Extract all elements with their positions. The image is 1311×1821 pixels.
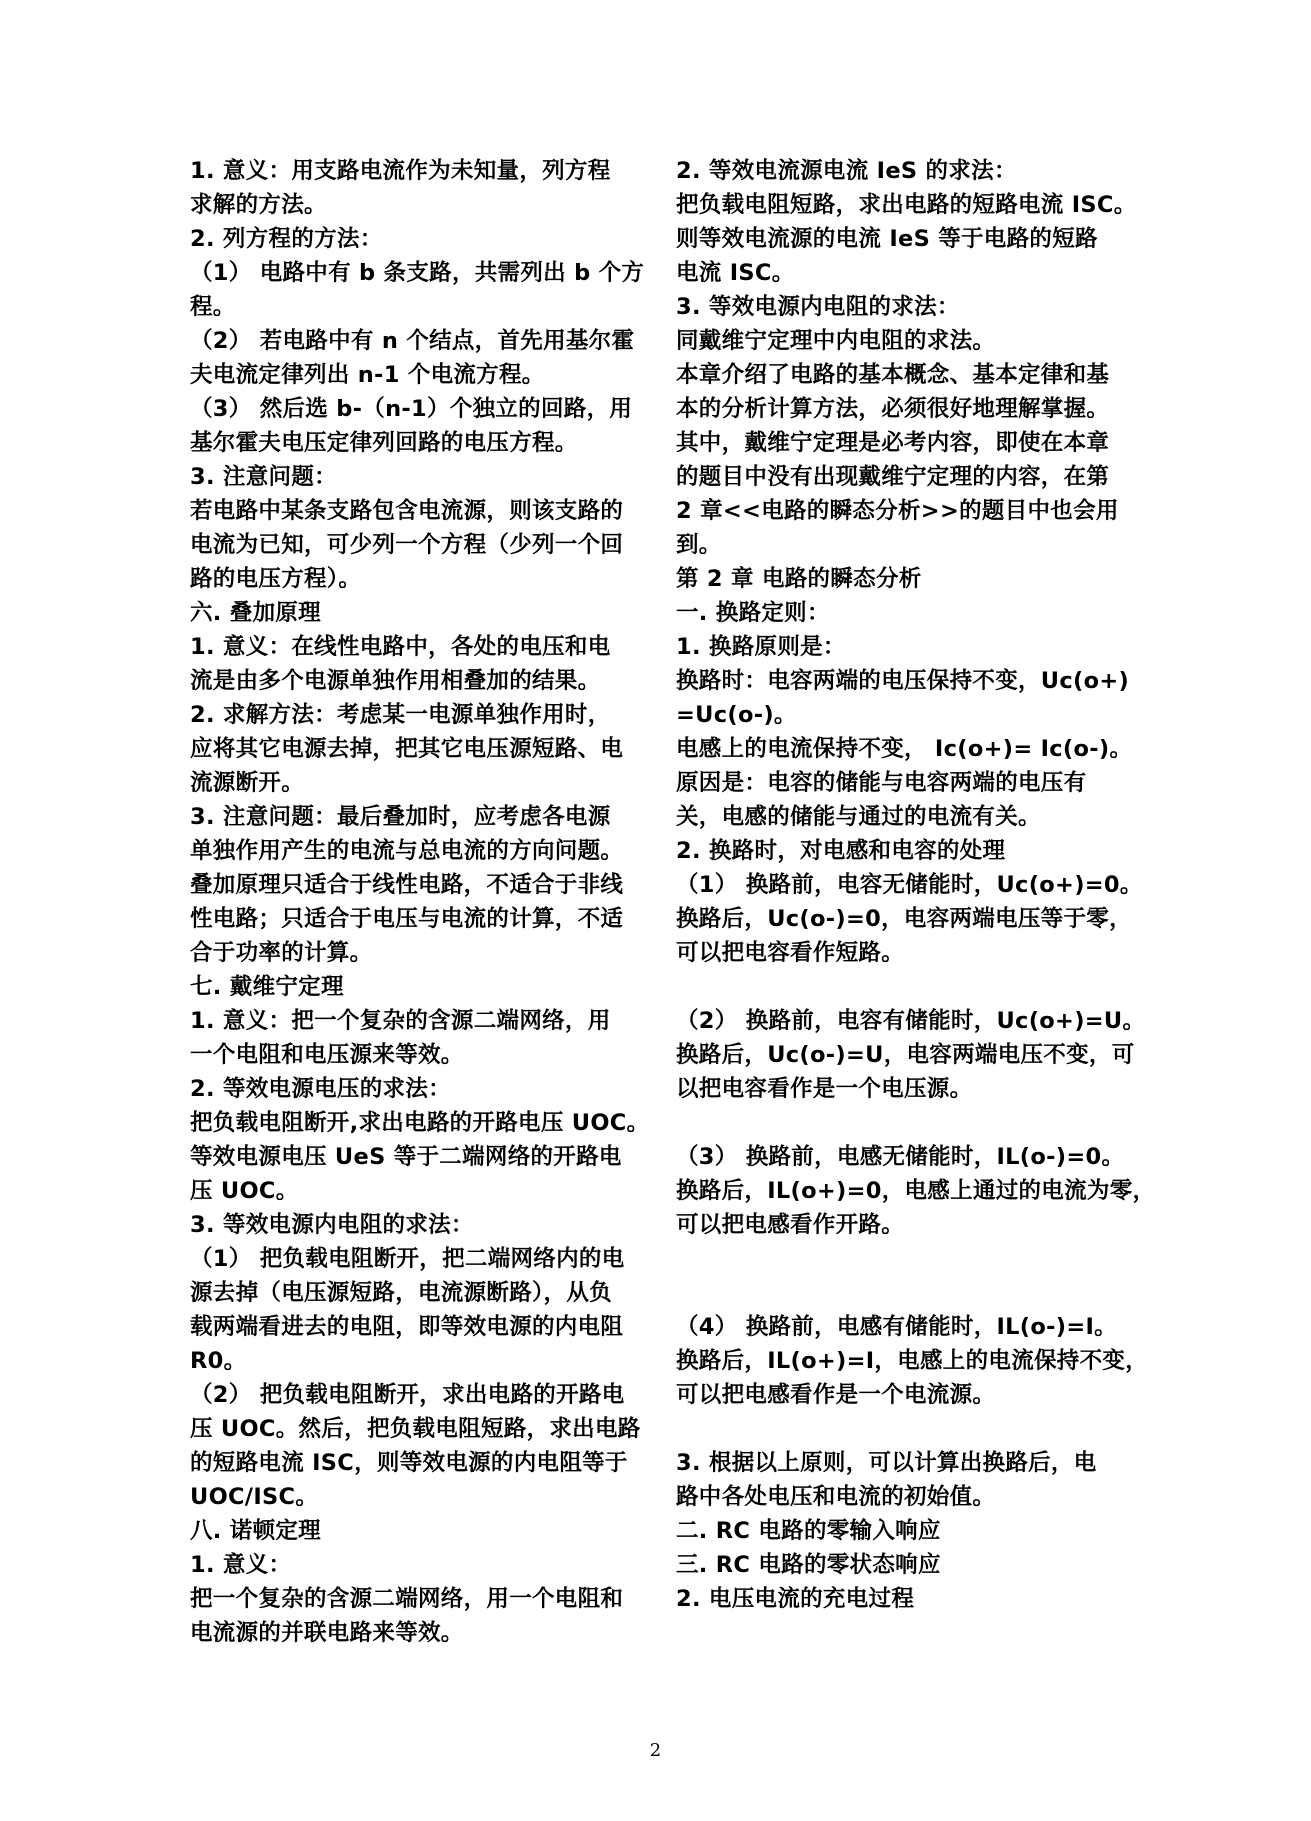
text-line: 压 UOC。然后，把负载电阻短路，求出电路 [190, 1416, 641, 1442]
right-block-1 [676, 154, 1143, 970]
text-line: （3） 换路前，电感无储能时，IL(o-)=0。 [676, 1144, 1125, 1170]
text-line: 载两端看进去的电阻，即等效电源的内电阻 [190, 1314, 624, 1340]
text-line: 一个电阻和电压源来等效。 [190, 1042, 464, 1068]
text-line: 夫电流定律列出 n-1 个电流方程。 [190, 362, 545, 388]
text-line: 3. 等效电源内电阻的求法： [190, 1212, 474, 1238]
text-line: 1. 换路原则是： [676, 634, 846, 660]
text-line: 可以把电感看作是一个电流源。 [676, 1382, 996, 1408]
text-line: 电流 ISC。 [676, 260, 795, 286]
text-line: （1） 换路前，电容无储能时，Uc(o+)=0。 [676, 872, 1143, 898]
text-line: 可以把电容看作短路。 [676, 940, 905, 966]
text-line: （2） 换路前，电容有储能时，Uc(o+)=U。 [676, 1008, 1146, 1034]
text-line: 把负载电阻断开,求出电路的开路电压 UOC。 [190, 1110, 650, 1136]
text-line: 电流为已知，可少列一个方程（少列一个回 [190, 532, 624, 558]
text-line: （2） 把负载电阻断开，求出电路的开路电 [190, 1382, 625, 1408]
text-line: UOC/ISC。 [190, 1484, 319, 1510]
text-line: 性电路；只适合于电压与电流的计算，不适 [190, 906, 624, 932]
text-line: 1. 意义：在线性电路中，各处的电压和电 [190, 634, 611, 660]
text-line: 源去掉（电压源短路，电流源断路），从负 [190, 1280, 612, 1306]
text-line: 换路后，Uc(o-)=U，电容两端电压不变，可 [676, 1042, 1135, 1068]
left-column [190, 154, 650, 1650]
text-line: 三. RC 电路的零状态响应 [676, 1552, 941, 1578]
text-line: 其中，戴维宁定理是必考内容，即使在本章 [676, 430, 1110, 456]
text-line: 2. 等效电流源电流 IeS 的求法： [676, 158, 1017, 184]
right-block-5 [676, 1446, 1121, 1616]
text-line: 的题目中没有出现戴维宁定理的内容，在第 [676, 464, 1110, 490]
text-line: 八. 诺顿定理 [190, 1518, 321, 1544]
spacer [676, 1412, 1121, 1446]
text-line: 第 2 章 电路的瞬态分析 [676, 566, 922, 592]
text-line: 应将其它电源去掉，把其它电压源短路、电 [190, 736, 624, 762]
text-line: （2） 若电路中有 n 个结点，首先用基尔霍 [190, 328, 635, 354]
text-line: 电流源的并联电路来等效。 [190, 1620, 464, 1646]
text-line: 1. 意义：用支路电流作为未知量，列方程 [190, 158, 611, 184]
text-line: 原因是：电容的储能与电容两端的电压有 [676, 770, 1087, 796]
text-line: 等效电源电压 UeS 等于二端网络的开路电 [190, 1144, 622, 1170]
text-line: =Uc(o-)。 [676, 702, 797, 728]
text-line: 本的分析计算方法，必须很好地理解掌握。 [676, 396, 1110, 422]
text-line: 若电路中某条支路包含电流源，则该支路的 [190, 498, 624, 524]
text-line: 3. 注意问题：最后叠加时，应考虑各电源 [190, 804, 611, 830]
text-line: 合于功率的计算。 [190, 940, 373, 966]
page-number: 2 [649, 1740, 662, 1761]
text-line: 七. 戴维宁定理 [190, 974, 344, 1000]
text-line: （4） 换路前，电感有储能时，IL(o-)=I。 [676, 1314, 1117, 1340]
text-line: 流是由多个电源单独作用相叠加的结果。 [190, 668, 601, 694]
text-line: 可以把电感看作开路。 [676, 1212, 905, 1238]
text-line: 流源断开。 [190, 770, 305, 796]
right-column [676, 154, 1156, 1616]
text-line: 2. 求解方法：考虑某一电源单独作用时， [190, 702, 611, 728]
text-line: 电感上的电流保持不变， Ic(o+)= Ic(o-)。 [676, 736, 1133, 762]
text-line: R0。 [190, 1348, 247, 1374]
text-line: 换路时：电容两端的电压保持不变，Uc(o+) [676, 668, 1130, 694]
text-line: 程。 [190, 294, 236, 320]
text-line: 压 UOC。 [190, 1178, 299, 1204]
text-line: 换路后，Uc(o-)=0，电容两端电压等于零， [676, 906, 1132, 932]
text-line: 六. 叠加原理 [190, 600, 321, 626]
text-line: 同戴维宁定理中内电阻的求法。 [676, 328, 996, 354]
right-block-3 [676, 1140, 1156, 1242]
text-line: （1） 把负载电阻断开，把二端网络内的电 [190, 1246, 625, 1272]
text-line: 把一个复杂的含源二端网络，用一个电阻和 [190, 1586, 624, 1612]
text-line: 换路后，IL(o+)=0，电感上通过的电流为零， [676, 1178, 1156, 1204]
right-block-2 [676, 1004, 1146, 1106]
text-line: 2. 换路时，对电感和电容的处理 [676, 838, 1006, 864]
text-line: 1. 意义： [190, 1552, 292, 1578]
text-line: 路的电压方程）。 [190, 566, 362, 592]
spacer [676, 1106, 1121, 1140]
spacer [676, 970, 1121, 1004]
text-line: 2 章<<电路的瞬态分析>>的题目中也会用 [676, 498, 1119, 524]
text-line: 到。 [676, 532, 722, 558]
text-line: 把负载电阻短路，求出电路的短路电流 ISC。 [676, 192, 1137, 218]
text-line: 换路后，IL(o+)=I，电感上的电流保持不变， [676, 1348, 1149, 1374]
text-line: 单独作用产生的电流与总电流的方向问题。 [190, 838, 624, 864]
text-line: （3） 然后选 b-（n-1）个独立的回路，用 [190, 396, 633, 422]
text-line: 求解的方法。 [190, 192, 327, 218]
text-line: 2. 电压电流的充电过程 [676, 1586, 915, 1612]
text-line: 基尔霍夫电压定律列回路的电压方程。 [190, 430, 578, 456]
text-line: 则等效电流源的电流 IeS 等于电路的短路 [676, 226, 1098, 252]
text-line: 的短路电流 ISC，则等效电源的内电阻等于 [190, 1450, 628, 1476]
text-line: 3. 注意问题： [190, 464, 337, 490]
text-line: 以把电容看作是一个电压源。 [676, 1076, 973, 1102]
text-line: 一. 换路定则： [676, 600, 830, 626]
text-line: 关，电感的储能与通过的电流有关。 [676, 804, 1041, 830]
spacer [676, 1242, 1121, 1310]
text-line: 3. 根据以上原则，可以计算出换路后，电 [676, 1450, 1097, 1476]
text-line: 2. 等效电源电压的求法： [190, 1076, 451, 1102]
text-line: 本章介绍了电路的基本概念、基本定律和基 [676, 362, 1110, 388]
text-line: 二. RC 电路的零输入响应 [676, 1518, 941, 1544]
text-line: 路中各处电压和电流的初始值。 [676, 1484, 996, 1510]
right-block-4 [676, 1310, 1149, 1412]
text-line: （1） 电路中有 b 条支路，共需列出 b 个方 [190, 260, 645, 286]
text-line: 叠加原理只适合于线性电路，不适合于非线 [190, 872, 624, 898]
text-line: 2. 列方程的方法： [190, 226, 383, 252]
text-line: 1. 意义：把一个复杂的含源二端网络，用 [190, 1008, 611, 1034]
text-line: 3. 等效电源内电阻的求法： [676, 294, 960, 320]
